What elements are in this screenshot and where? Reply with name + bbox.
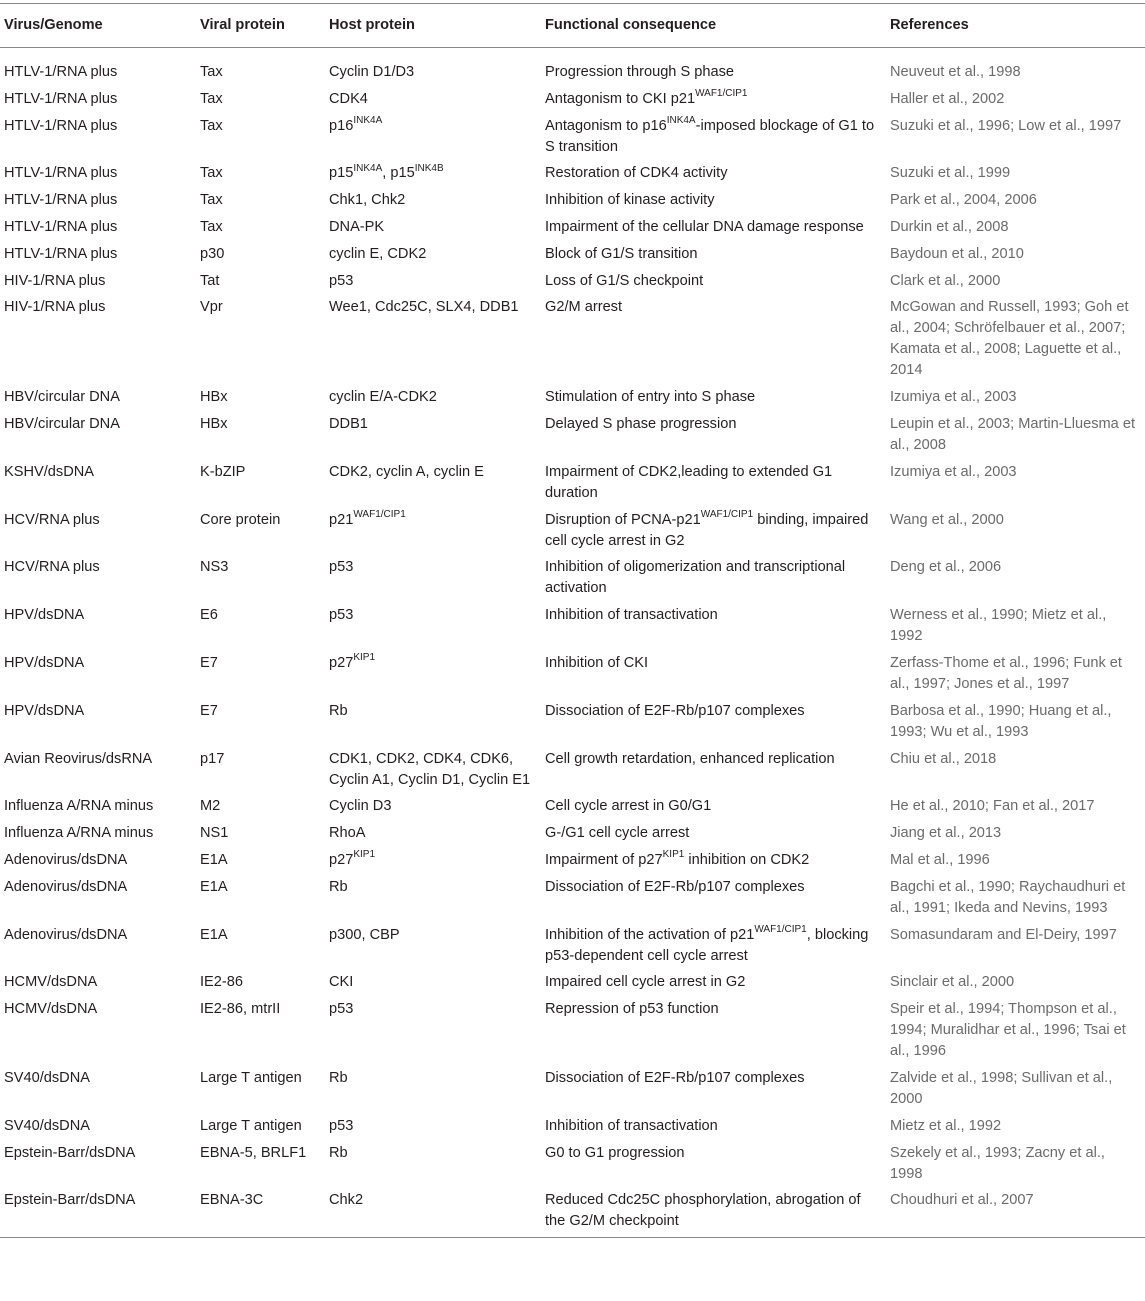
virus-genome-cell: HTLV-1/RNA plus (4, 64, 118, 80)
table-row (0, 791, 1145, 818)
functional-consequence-cell: Inhibition of kinase activity (545, 192, 715, 209)
reference-cell: Barbosa et al., 1990; Huang et al., 1993; Wu et al., 1993 (890, 702, 1112, 740)
reference-cell: Zalvide et al., 1998; Sullivan et al., 2000 (890, 1069, 1113, 1107)
table-row (0, 456, 1145, 504)
viral-protein-cell: EBNA-5, BRLF1 (200, 1144, 307, 1161)
viral-protein-cell: E6 (200, 607, 218, 624)
viral-protein-cell: E1A (200, 878, 228, 895)
table-row (0, 83, 1145, 110)
virus-genome-cell: Adenovirus/dsDNA (4, 926, 128, 943)
host-protein-cell: Cyclin D1/D3 (329, 64, 415, 80)
virus-genome-cell: HIV-1/RNA plus (4, 272, 106, 289)
functional-consequence-cell: G2/M arrest (545, 299, 623, 316)
table-row (0, 967, 1145, 994)
functional-consequence-cell: Dissociation of E2F-Rb/p107 complexes (545, 878, 805, 895)
table-row (0, 381, 1145, 408)
virus-genome-cell: HPV/dsDNA (4, 702, 85, 719)
virus-genome-cell: HTLV-1/RNA plus (4, 218, 118, 235)
reference-cell: McGowan and Russell, 1993; Goh et al., 2004; Schröfelbauer et al., 2007; Kamata et al., 2008; Laguette et al., 2014 (890, 299, 1129, 379)
host-protein-cell: cyclin E, CDK2 (329, 245, 427, 262)
reference-cell: Werness et al., 1990; Mietz et al., 1992 (890, 607, 1107, 645)
table-row (0, 599, 1145, 647)
virus-genome-cell: HIV-1/RNA plus (4, 299, 106, 316)
virus-host-table (0, 3, 1145, 1238)
host-protein-cell: Chk2 (325, 1185, 541, 1238)
reference-cell: Leupin et al., 2003; Martin-Lluesma et al., 2008 (890, 415, 1135, 453)
functional-consequence-cell: Dissociation of E2F-Rb/p107 complexes (545, 1069, 805, 1086)
viral-protein-cell: Tax (200, 218, 223, 235)
table-row (0, 695, 1145, 743)
virus-genome-cell: HBV/circular DNA (4, 415, 120, 432)
viral-protein-cell: IE2-86 (200, 974, 243, 991)
reference-cell: Mietz et al., 1992 (890, 1117, 1002, 1134)
reference-cell: Chiu et al., 2018 (890, 750, 997, 767)
functional-consequence-cell: G0 to G1 progression (545, 1144, 685, 1161)
functional-consequence-cell: Disruption of PCNA-$p21^{WAF1/CIP1}$ binding, impaired cell cycle arrest in G2 (545, 508, 869, 549)
virus-genome-cell: HCMV/dsDNA (4, 1001, 98, 1018)
table-row (0, 1062, 1145, 1110)
viral-protein-cell: Tax (200, 90, 223, 107)
virus-genome-cell: HTLV-1/RNA plus (4, 245, 118, 262)
functional-consequence-cell: Delayed S phase progression (545, 415, 737, 432)
table-row (0, 844, 1145, 871)
viral-protein-cell: E7 (200, 654, 218, 671)
virus-genome-cell: HTLV-1/RNA plus (4, 165, 118, 182)
virus-genome-cell: HPV/dsDNA (4, 607, 85, 624)
reference-cell: Sinclair et al., 2000 (890, 974, 1015, 991)
header-virus-genome: Virus/Genome (0, 4, 196, 48)
functional-consequence-cell: Repression of p53 function (545, 1001, 719, 1018)
functional-consequence-cell: Inhibition of oligomerization and transcriptional activation (545, 559, 846, 597)
table-row (0, 1137, 1145, 1185)
host-protein-cell: CDK2, cyclin A, cyclin E (329, 463, 484, 480)
virus-genome-cell: HBV/circular DNA (4, 389, 120, 406)
table-row (0, 110, 1145, 158)
host-protein-cell: RhoA (329, 825, 366, 842)
host-protein-cell: p300, CBP (329, 926, 400, 943)
reference-cell: Clark et al., 2000 (890, 272, 1001, 289)
viral-protein-cell: Tax (200, 64, 223, 80)
functional-consequence-cell: Block of G1/S transition (545, 245, 698, 262)
virus-genome-cell: SV40/dsDNA (4, 1117, 90, 1134)
header-functional-consequence: Functional consequence (541, 4, 886, 48)
virus-genome-cell: KSHV/dsDNA (4, 463, 95, 480)
functional-consequence-cell: Inhibition of transactivation (545, 1117, 718, 1134)
viral-protein-cell: IE2-86, mtrII (200, 1001, 281, 1018)
viral-protein-cell: Core protein (200, 511, 281, 528)
host-protein-cell: Rb (329, 702, 348, 719)
reference-cell: Neuveut et al., 1998 (890, 64, 1021, 80)
viral-protein-cell: E1A (200, 851, 228, 868)
functional-consequence-cell: Antagonism to $p16^{INK4A}$-imposed blockage of G1 to S transition (545, 114, 875, 155)
reference-cell: Choudhuri et al., 2007 (886, 1185, 1145, 1238)
table-row (0, 211, 1145, 238)
host-protein-cell: Rb (329, 1069, 348, 1086)
host-protein-cell: $p27^{KIP1}$ (329, 652, 376, 671)
virus-genome-cell: Adenovirus/dsDNA (4, 878, 128, 895)
host-protein-cell: CDK1, CDK2, CDK4, CDK6, Cyclin A1, Cyclin D1, Cyclin E1 (329, 750, 531, 788)
reference-cell: Suzuki et al., 1999 (890, 165, 1011, 182)
host-protein-cell: DDB1 (329, 415, 368, 432)
virus-genome-cell: Adenovirus/dsDNA (4, 851, 128, 868)
host-protein-cell: p53 (329, 1117, 354, 1134)
table-row (0, 238, 1145, 265)
header-references: References (886, 4, 1145, 48)
viral-protein-cell: K-bZIP (200, 463, 246, 480)
reference-cell: Somasundaram and El-Deiry, 1997 (890, 926, 1117, 943)
host-protein-cell: p53 (329, 559, 354, 576)
functional-consequence-cell: G-/G1 cell cycle arrest (545, 825, 690, 842)
virus-genome-cell: Epstein-Barr/dsDNA (4, 1144, 136, 1161)
functional-consequence-cell: Restoration of CDK4 activity (545, 165, 728, 182)
viral-protein-cell: Large T antigen (200, 1117, 302, 1134)
virus-genome-cell: Influenza A/RNA minus (4, 825, 154, 842)
host-protein-cell: $p15^{INK4A}$, $p15^{INK4B}$ (329, 162, 444, 182)
functional-consequence-cell: Progression through S phase (545, 64, 735, 80)
header-host-protein: Host protein (325, 4, 541, 48)
reference-cell: Speir et al., 1994; Thompson et al., 1994; Muralidhar et al., 1996; Tsai et al., 1996 (890, 1001, 1126, 1060)
reference-cell: Deng et al., 2006 (890, 559, 1002, 576)
reference-cell: He et al., 2010; Fan et al., 2017 (890, 798, 1095, 815)
virus-genome-cell: HCV/RNA plus (4, 511, 100, 528)
functional-consequence-cell: Inhibition of transactivation (545, 607, 718, 624)
functional-consequence-cell: Impairment of CDK2,leading to extended G1 duration (545, 463, 833, 501)
functional-consequence-cell: Inhibition of the activation of $p21^{WAF1/CIP1}$, blocking p53-dependent cell cycle arrest (545, 923, 869, 964)
host-protein-cell: p53 (329, 272, 354, 289)
host-protein-cell: $p27^{KIP1}$ (329, 849, 376, 868)
viral-protein-cell: HBx (200, 415, 228, 432)
virus-genome-cell: Influenza A/RNA minus (4, 798, 154, 815)
reference-cell: Mal et al., 1996 (890, 851, 990, 868)
functional-consequence-cell: Antagonism to CKI $p21^{WAF1/CIP1}$ (545, 87, 748, 107)
host-protein-cell: $p21^{WAF1/CIP1}$ (329, 508, 406, 528)
table-body (0, 48, 1145, 1238)
functional-consequence-cell: Cell growth retardation, enhanced replication (545, 750, 835, 767)
table-row (0, 871, 1145, 919)
virus-genome-cell: HCV/RNA plus (4, 559, 100, 576)
functional-consequence-cell: Impaired cell cycle arrest in G2 (545, 974, 746, 991)
virus-genome-cell: HTLV-1/RNA plus (4, 192, 118, 209)
host-protein-cell: DNA-PK (329, 218, 385, 235)
reference-cell: Szekely et al., 1993; Zacny et al., 1998 (890, 1144, 1105, 1182)
functional-consequence-cell: Loss of G1/S checkpoint (545, 272, 704, 289)
functional-consequence-cell: Dissociation of E2F-Rb/p107 complexes (545, 702, 805, 719)
host-protein-cell: p53 (329, 607, 354, 624)
host-protein-cell: Chk1, Chk2 (329, 192, 406, 209)
viral-protein-cell: NS3 (200, 559, 229, 576)
virus-genome-cell: SV40/dsDNA (4, 1069, 90, 1086)
host-protein-cell: cyclin E/A-CDK2 (329, 389, 437, 406)
functional-consequence-cell: Impairment of the cellular DNA damage response (545, 218, 864, 235)
table-row (0, 408, 1145, 456)
virus-genome-cell: Epstein-Barr/dsDNA (0, 1185, 196, 1238)
viral-protein-cell: Tat (200, 272, 220, 289)
reference-cell: Bagchi et al., 1990; Raychaudhuri et al., 1991; Ikeda and Nevins, 1993 (890, 878, 1126, 916)
reference-cell: Zerfass-Thome et al., 1996; Funk et al., 1997; Jones et al., 1997 (890, 654, 1122, 692)
reference-cell: Durkin et al., 2008 (890, 218, 1009, 235)
reference-cell: Park et al., 2004, 2006 (890, 192, 1037, 209)
viral-protein-cell: EBNA-3C (196, 1185, 325, 1238)
host-protein-cell: Rb (329, 878, 348, 895)
host-protein-cell: CDK4 (329, 90, 368, 107)
table-row (0, 743, 1145, 791)
table-row (0, 158, 1145, 185)
host-protein-cell: Rb (329, 1144, 348, 1161)
host-protein-cell: Wee1, Cdc25C, SLX4, DDB1 (329, 299, 519, 316)
viral-protein-cell: E1A (200, 926, 228, 943)
reference-cell: Suzuki et al., 1996; Low et al., 1997 (890, 117, 1122, 134)
viral-protein-cell: Tax (200, 165, 223, 182)
header-viral-protein: Viral protein (196, 4, 325, 48)
viral-protein-cell: Tax (200, 192, 223, 209)
virus-genome-cell: HCMV/dsDNA (4, 974, 98, 991)
header-row (0, 4, 1145, 48)
table-row (0, 1185, 1145, 1238)
virus-genome-cell: HTLV-1/RNA plus (4, 90, 118, 107)
table-row (0, 292, 1145, 382)
host-protein-cell: CKI (329, 974, 354, 991)
reference-cell: Haller et al., 2002 (890, 90, 1005, 107)
table-row (0, 1110, 1145, 1137)
host-protein-cell: $p16^{INK4A}$ (329, 114, 383, 134)
table-row (0, 184, 1145, 211)
table-row (0, 504, 1145, 552)
reference-cell: Baydoun et al., 2010 (890, 245, 1024, 262)
viral-protein-cell: E7 (200, 702, 218, 719)
functional-consequence-cell: Cell cycle arrest in G0/G1 (545, 798, 712, 815)
viral-protein-cell: M2 (200, 798, 221, 815)
table-row (0, 552, 1145, 600)
functional-consequence-cell: Reduced Cdc25C phosphorylation, abrogation of the G2/M checkpoint (541, 1185, 886, 1238)
viral-protein-cell: Large T antigen (200, 1069, 302, 1086)
table-row (0, 993, 1145, 1062)
host-protein-cell: Cyclin D3 (329, 798, 392, 815)
viral-protein-cell: Vpr (200, 299, 223, 316)
viral-protein-cell: Tax (200, 117, 223, 134)
functional-consequence-cell: Impairment of $p27^{KIP1}$ inhibition on CDK2 (545, 849, 810, 868)
table-row (0, 647, 1145, 695)
virus-genome-cell: HTLV-1/RNA plus (4, 117, 118, 134)
functional-consequence-cell: Stimulation of entry into S phase (545, 389, 756, 406)
table-row (0, 48, 1145, 84)
virus-genome-cell: Avian Reovirus/dsRNA (4, 750, 153, 767)
table-row (0, 817, 1145, 844)
table-row (0, 265, 1145, 292)
viral-protein-cell: p30 (200, 245, 225, 262)
viral-protein-cell: NS1 (200, 825, 229, 842)
reference-cell: Izumiya et al., 2003 (890, 389, 1017, 406)
reference-cell: Wang et al., 2000 (890, 511, 1004, 528)
reference-cell: Izumiya et al., 2003 (890, 463, 1017, 480)
table-header (0, 4, 1145, 48)
reference-cell: Jiang et al., 2013 (890, 825, 1002, 842)
virus-genome-cell: HPV/dsDNA (4, 654, 85, 671)
viral-protein-cell: HBx (200, 389, 228, 406)
host-protein-cell: p53 (329, 1001, 354, 1018)
functional-consequence-cell: Inhibition of CKI (545, 654, 649, 671)
table-row (0, 919, 1145, 967)
viral-protein-cell: p17 (200, 750, 225, 767)
